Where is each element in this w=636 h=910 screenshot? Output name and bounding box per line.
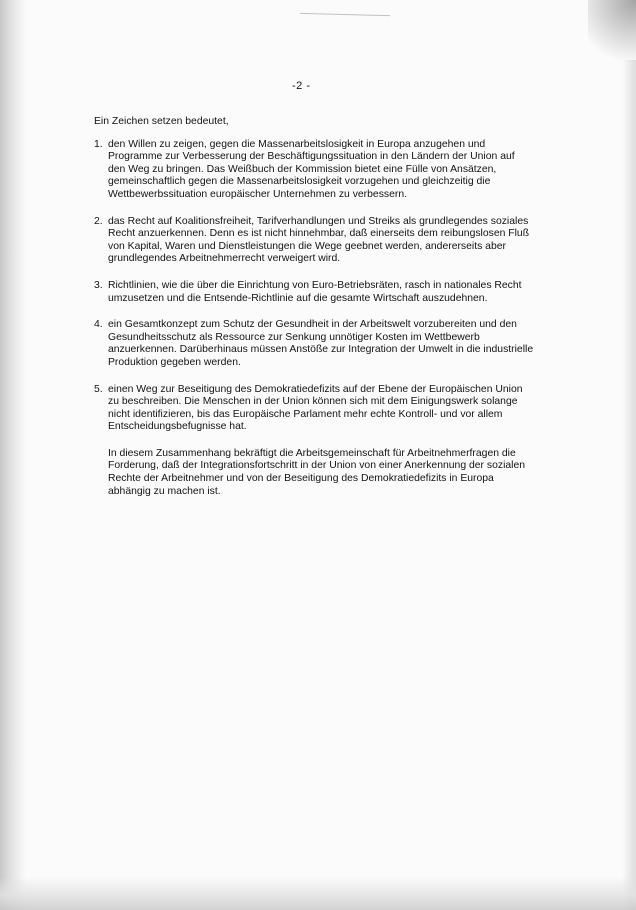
page-number: -2 - xyxy=(292,80,311,92)
point-number: 1. xyxy=(94,138,103,150)
list-item xyxy=(94,139,534,202)
list-item xyxy=(94,216,534,266)
closing-paragraph: In diesem Zusammenhang bekräftigt die Arbeitsgemeinschaft für Arbeitnehmerfragen die Forderung, daß der Integrationsfortschritt in der Union von einer Anerkennung der sozialen Rechte der Arbeitnehmer und von der Beseitigung des Demokratiedefizits in Europa abhängig zu machen ist. xyxy=(108,447,526,497)
point-number: 3. xyxy=(94,279,103,291)
point-text: das Recht auf Koalitionsfreiheit, Tarifverhandlungen und Streiks als grundlegendes soziales Recht anzuerkennen. Denn es ist nicht hinnehmbar, daß einerseits dem reibungslosen Fluß von Kapital, Waren und Dienstleistungen die Wege geebnet werden, andererseits aber grundlegendes Arbeitnehmerrecht verweigert wird. xyxy=(108,215,530,265)
point-text: Richtlinien, wie die über die Einrichtung von Euro-Betriebsräten, rasch in nationales Recht umzusetzen und die Entsende-Richtlinie auf die gesamte Wirtschaft auszudehnen. xyxy=(108,279,522,304)
point-number: 4. xyxy=(94,319,103,331)
point-text: einen Weg zur Beseitigung des Demokratiedefizits auf der Ebene der Europäischen Union zu beschreiben. Die Menschen in der Union können sich mit dem Einigungswerk solange nicht identifizieren, bis das Europäische Parlament mehr echte Kontroll- und vor allem Entscheidungsbefugnisse hat. xyxy=(108,383,523,433)
point-number: 5. xyxy=(94,383,103,395)
scan-edge-left xyxy=(0,0,26,910)
list-item xyxy=(94,280,534,305)
document-body xyxy=(94,116,534,498)
intro-line: Ein Zeichen setzen bedeutet, xyxy=(94,116,229,127)
point-list xyxy=(94,139,534,434)
scan-corner-shadow xyxy=(588,0,636,70)
scan-edge-right xyxy=(622,60,636,910)
scan-edge-bottom xyxy=(0,876,636,910)
list-item xyxy=(94,384,534,434)
point-text: den Willen zu zeigen, gegen die Massenarbeitslosigkeit in Europa anzugehen und Programme zur Verbesserung der Beschäftigungssituation in den Ländern der Union auf den Weg zu bringen. Das Weißbuch der Kommission bietet eine Fülle von Ansätzen, gemeinschaftlich gegen die Massenarbeitslosigkeit vorzugehen und gleichzeitig die Wettbewerbssituation europäischer Unternehmen zu verbessern. xyxy=(108,138,515,200)
list-item xyxy=(94,319,534,369)
scan-artifact-line xyxy=(300,13,390,16)
point-number: 2. xyxy=(94,215,103,227)
point-text: ein Gesamtkonzept zum Schutz der Gesundheit in der Arbeitswelt vorzubereiten und den Gesundheitsschutz als Ressource zur Senkung unnötiger Kosten im Wettbewerb anzuerkennen. Darüberhinaus müssen Anstöße zur Integration der Umwelt in die industrielle Produktion gegeben werden. xyxy=(108,319,534,368)
